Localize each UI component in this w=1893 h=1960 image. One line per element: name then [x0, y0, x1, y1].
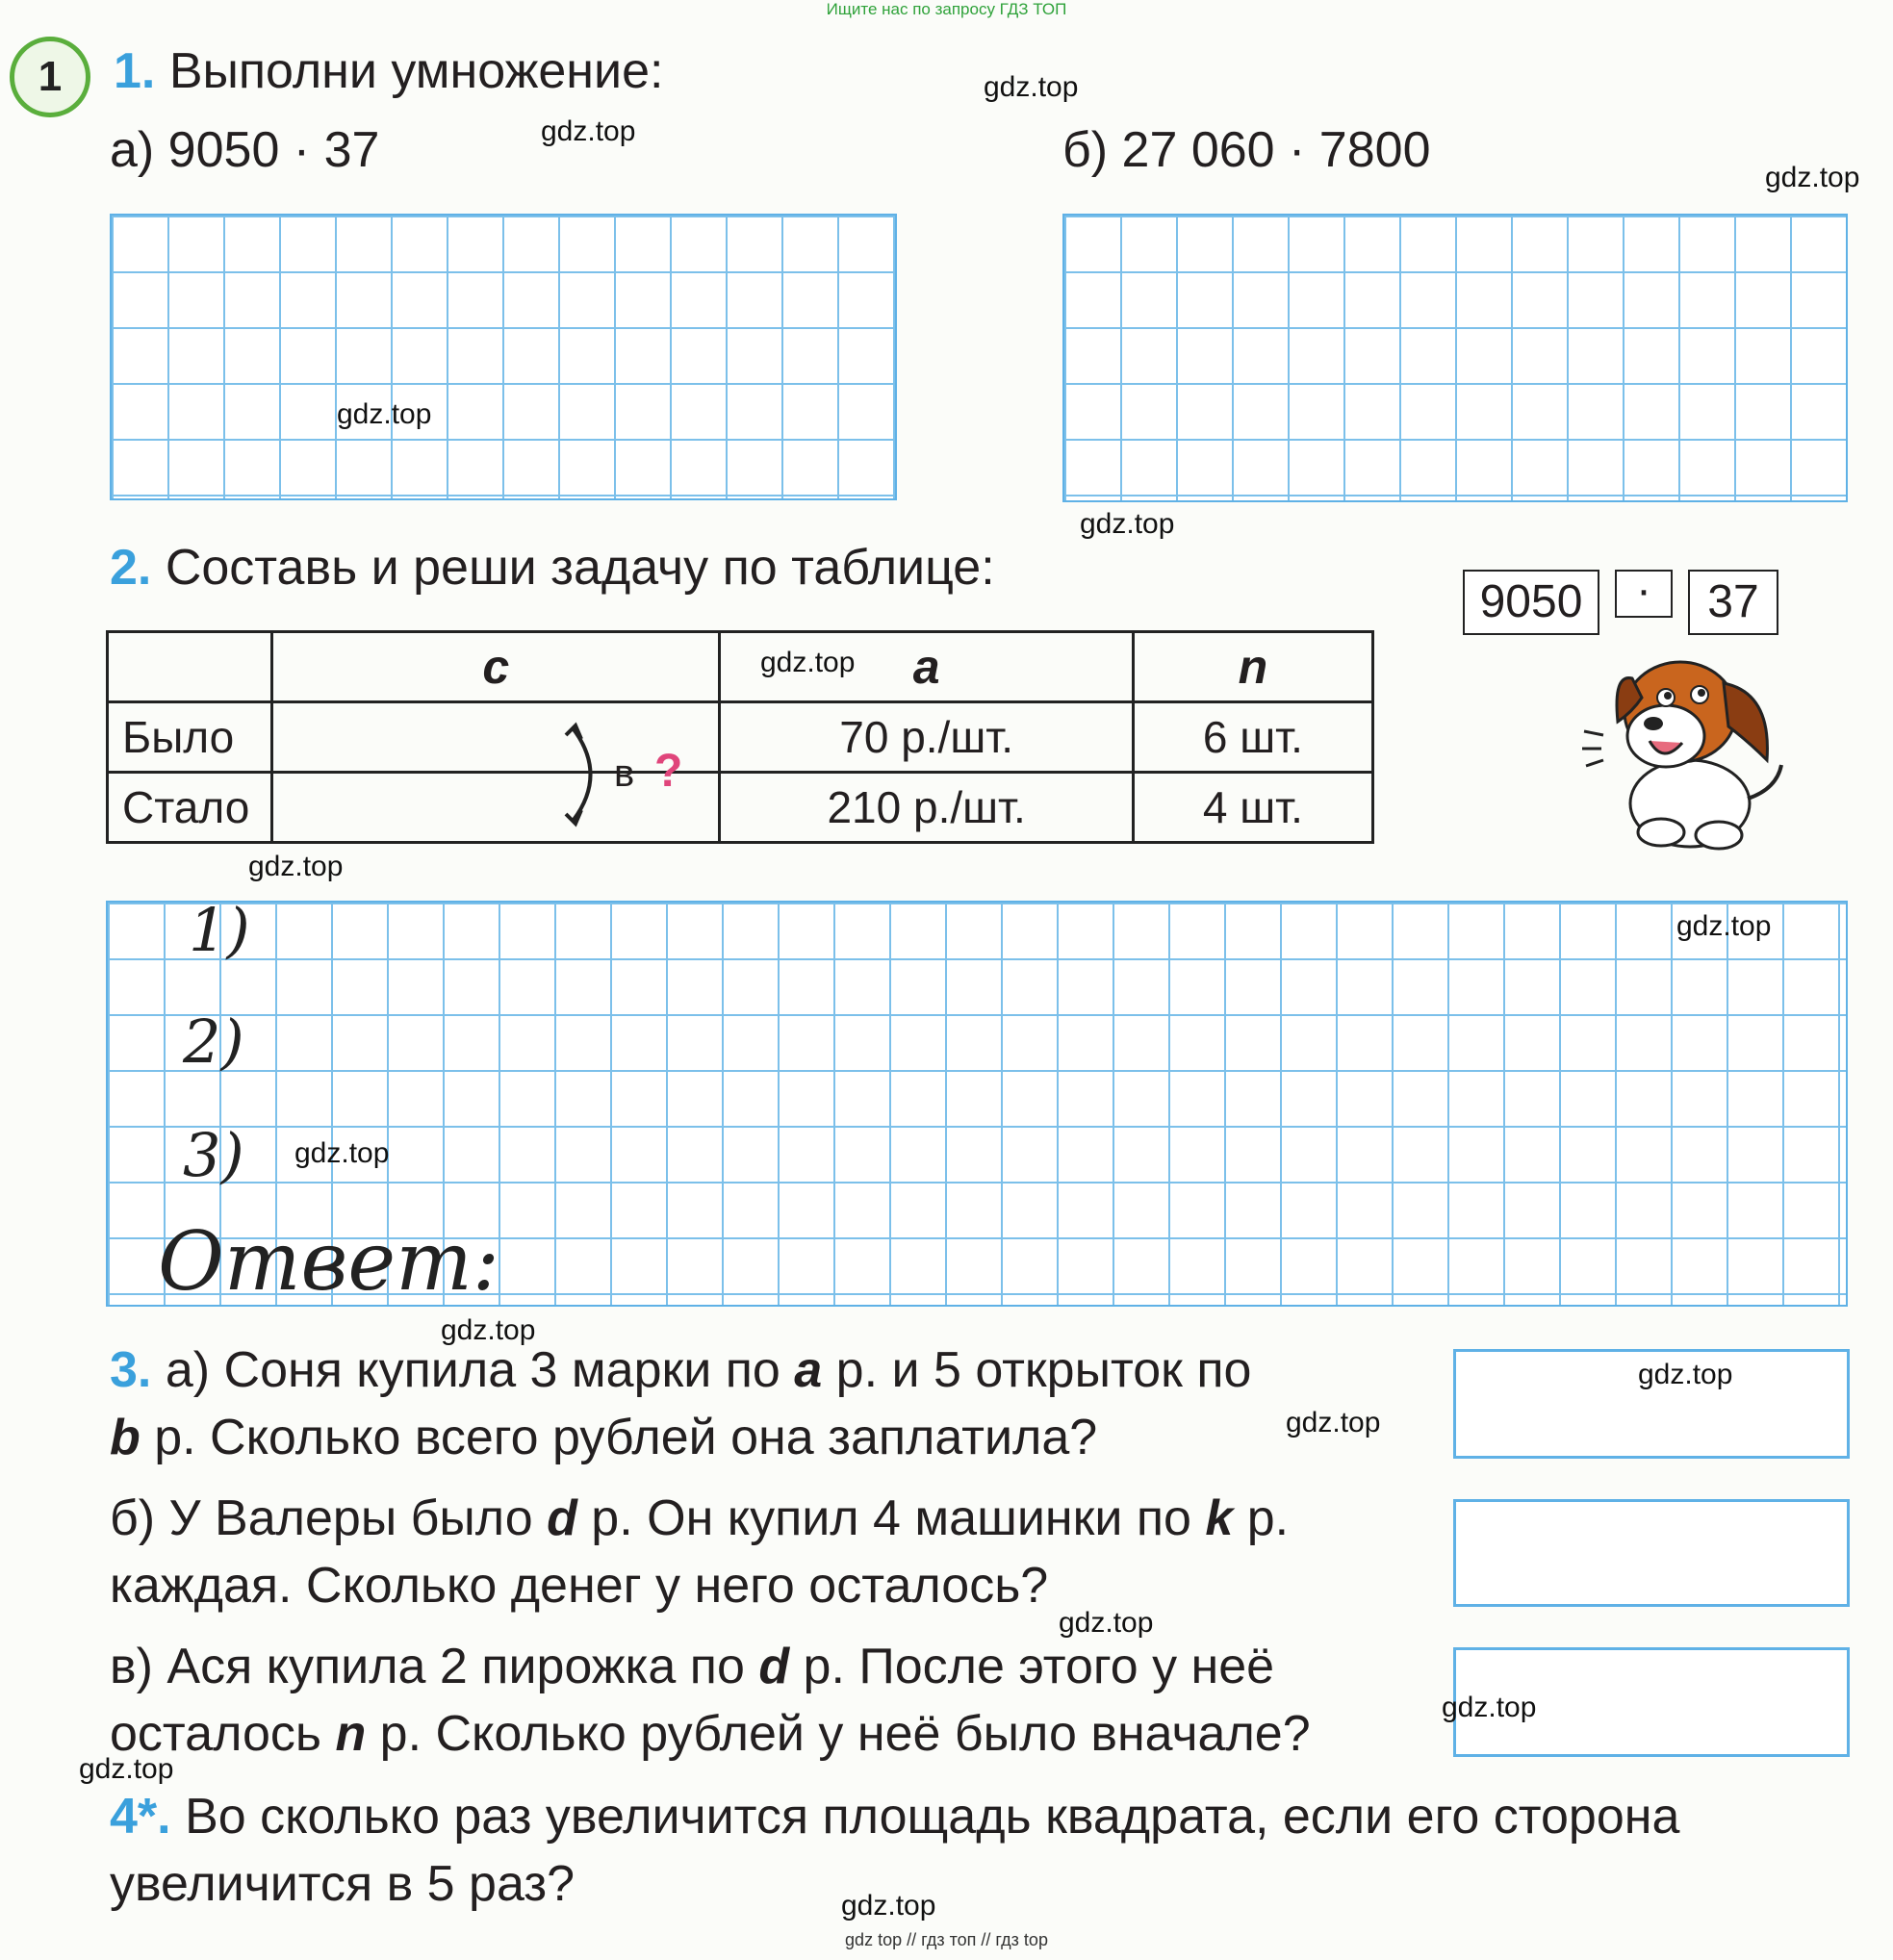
watermark: gdz.top [1676, 910, 1772, 942]
ex3-a-text2: р. и 5 открыток по [822, 1342, 1252, 1398]
cell-n-stalo: 4 шт. [1133, 773, 1372, 843]
var-d-2: d [758, 1639, 790, 1694]
watermark: gdz.top [294, 1137, 390, 1169]
step-3-label: 3) [183, 1120, 244, 1190]
table-header-row [108, 632, 1373, 702]
ex1-number: 1. [114, 43, 156, 99]
puppy-illustration [1574, 635, 1796, 856]
table-row [108, 702, 1373, 773]
ex2-data-table [106, 630, 1374, 844]
ex3-c-text2: р. После этого у неё [789, 1639, 1275, 1694]
watermark: gdz.top [441, 1314, 536, 1346]
ex4-number: 4*. [110, 1789, 171, 1845]
comparison-arrow-icon [564, 722, 612, 827]
watermark: gdz.top [248, 851, 344, 882]
step-2-label: 2) [183, 1006, 244, 1077]
var-k: k [1205, 1490, 1234, 1546]
ex3-b-line1 [110, 1489, 1289, 1547]
header-n: n [1133, 632, 1372, 702]
watermark: gdz.top [1765, 162, 1860, 193]
hint-box-right: 37 [1688, 570, 1778, 635]
table-corner-cell [108, 632, 272, 702]
header-c: c [272, 632, 720, 702]
ex3-c-text4: р. Сколько рублей у неё было вначале? [366, 1706, 1311, 1762]
ex3-a-line2 [110, 1409, 1097, 1466]
cell-a-stalo: 210 р./шт. [720, 773, 1133, 843]
watermark: gdz.top [760, 647, 856, 678]
footer: gdz top // гдз топ // гдз top [845, 1930, 1048, 1949]
ex1-b-grid[interactable] [1062, 214, 1848, 502]
ex3-b-line2: каждая. Сколько денег у него осталось? [110, 1558, 1049, 1614]
row-label-stalo: Стало [108, 773, 272, 843]
ex3-c-line2 [110, 1705, 1311, 1763]
ex3-a-line1 [110, 1341, 1251, 1399]
answer-label: Ответ: [158, 1214, 500, 1309]
watermark: gdz.top [984, 71, 1079, 103]
watermark: gdz.top [1638, 1359, 1733, 1390]
cell-a-bylo: 70 р./шт. [720, 702, 1133, 773]
watermark: gdz.top [1286, 1407, 1381, 1438]
page-number-badge: 1 [10, 37, 90, 117]
step-1-label: 1) [189, 895, 250, 965]
watermark: gdz.top [1080, 508, 1175, 540]
question-mark: ? [654, 746, 683, 797]
watermark: gdz.top [79, 1753, 174, 1785]
watermark: gdz.top [541, 115, 636, 147]
ex4-text1: Во сколько раз увеличится площадь квадрата, если его сторона [185, 1789, 1680, 1845]
cell-c-stalo[interactable] [272, 773, 720, 843]
ex2-number: 2. [110, 540, 152, 596]
ex1-b-label: б) 27 060 · 7800 [1062, 122, 1431, 178]
header-a: a [720, 632, 1133, 702]
ex4-line1 [110, 1788, 1679, 1845]
ex1-a-grid[interactable] [110, 214, 897, 500]
ex3-c-text3: осталось [110, 1706, 336, 1762]
ex3-b-text1: б) У Валеры было [110, 1490, 548, 1546]
ex2-heading [110, 539, 995, 597]
ex3-a-text1: а) Соня купила 3 марки по [165, 1342, 795, 1398]
ex1-a-label: а) 9050 · 37 [110, 122, 380, 178]
ex3-b-text2: р. Он купил 4 машинки по [576, 1490, 1206, 1546]
row-label-bylo: Было [108, 702, 272, 773]
ex4-line2: увеличится в 5 раз? [110, 1856, 576, 1912]
cell-n-bylo: 6 шт. [1133, 702, 1372, 773]
ex3-number: 3. [110, 1342, 152, 1398]
watermark: gdz.top [1059, 1607, 1154, 1639]
var-d: d [547, 1490, 577, 1546]
watermark: gdz.top [1442, 1692, 1537, 1723]
ex3-b-text3: р. [1233, 1490, 1290, 1546]
ex3-b-answer-box[interactable] [1453, 1499, 1850, 1607]
hint-box-left: 9050 [1463, 570, 1599, 635]
var-n: n [335, 1706, 367, 1762]
watermark: gdz.top [841, 1890, 936, 1922]
cell-c-bylo[interactable] [272, 702, 720, 773]
ex2-title: Составь и реши задачу по таблице: [165, 540, 995, 596]
ex1-title: Выполни умножение: [168, 43, 664, 99]
top-banner: Ищите нас по запросу ГДЗ ТОП [826, 0, 1067, 18]
ex3-c-text1: в) Ася купила 2 пирожка по [110, 1639, 759, 1694]
table-row [108, 773, 1373, 843]
arrow-label: в [614, 752, 635, 795]
ex3-c-line1 [110, 1638, 1274, 1695]
var-b: b [110, 1410, 141, 1465]
var-a: a [794, 1342, 823, 1398]
hint-box-operator: · [1615, 570, 1673, 618]
ex3-a-text3: р. Сколько всего рублей она заплатила? [140, 1410, 1098, 1465]
watermark: gdz.top [337, 398, 432, 430]
ex1-heading [114, 42, 663, 100]
